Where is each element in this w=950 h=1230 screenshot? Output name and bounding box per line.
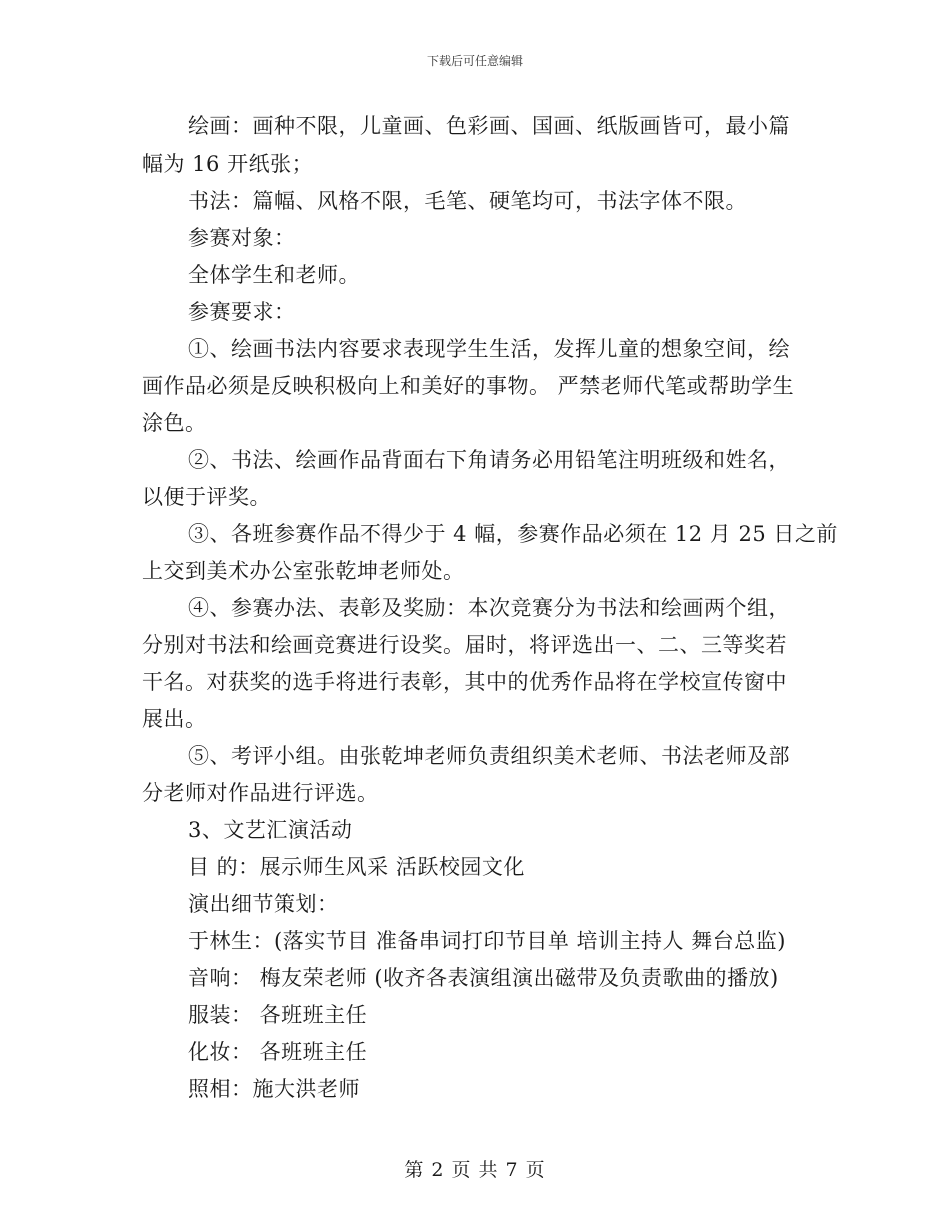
text-line: 分别对书法和绘画竞赛进行设奖。届时，将评选出一、二、三等奖若: [142, 633, 787, 657]
text-line: 画作品必须是反映积极向上和美好的事物。 严禁老师代笔或帮助学生: [142, 374, 795, 398]
page-header-note: 下载后可任意编辑: [426, 54, 523, 68]
text-line: ②、书法、绘画作品背面右下角请务必用铅笔注明班级和姓名，: [188, 448, 790, 472]
text-line: 参赛对象：: [188, 226, 296, 250]
text-line: 书法：篇幅、风格不限，毛笔、硬笔均可，书法字体不限。: [188, 189, 747, 213]
text-line: 照相：施大洪老师: [188, 1077, 360, 1101]
text-line: ⑤、考评小组。由张乾坤老师负责组织美术老师、书法老师及部: [188, 744, 790, 768]
text-line: 音响： 梅友荣老师 (收齐各表演组演出磁带及负责歌曲的播放): [188, 966, 779, 990]
text-line: ④、参赛办法、表彰及奖励：本次竞赛分为书法和绘画两个组，: [188, 596, 790, 620]
text-line: 化妆： 各班班主任: [188, 1040, 368, 1064]
text-line: ③、各班参赛作品不得少于 4 幅，参赛作品必须在 12 月 25 日之前: [188, 522, 838, 546]
text-line: 展出。: [142, 707, 207, 731]
text-line: 于林生：(落实节目 准备串词打印节目单 培训主持人 舞台总监): [188, 929, 786, 953]
text-line: 以便于评奖。: [142, 485, 271, 509]
text-line: 全体学生和老师。: [188, 263, 360, 287]
text-line: 干名。对获奖的选手将进行表彰，其中的优秀作品将在学校宣传窗中: [142, 670, 787, 694]
text-line: 服装： 各班班主任: [188, 1003, 368, 1027]
text-line: 参赛要求：: [188, 300, 296, 324]
section-heading: 3、文艺汇演活动: [188, 818, 353, 842]
text-line: 涂色。: [142, 411, 207, 435]
text-line: 绘画：画种不限，儿童画、色彩画、国画、纸版画皆可，最小篇: [188, 114, 790, 138]
text-line: 分老师对作品进行评选。: [142, 781, 379, 805]
text-line: 上交到美术办公室张乾坤老师处。: [142, 559, 465, 583]
text-line: ①、绘画书法内容要求表现学生生活，发挥儿童的想象空间，绘: [188, 337, 790, 361]
text-line: 目 的：展示师生风采 活跃校园文化: [188, 855, 525, 879]
text-line: 演出细节策划：: [188, 892, 339, 916]
page-number: 第 2 页 共 7 页: [404, 1159, 546, 1181]
text-line: 幅为 16 开纸张；: [142, 152, 314, 176]
